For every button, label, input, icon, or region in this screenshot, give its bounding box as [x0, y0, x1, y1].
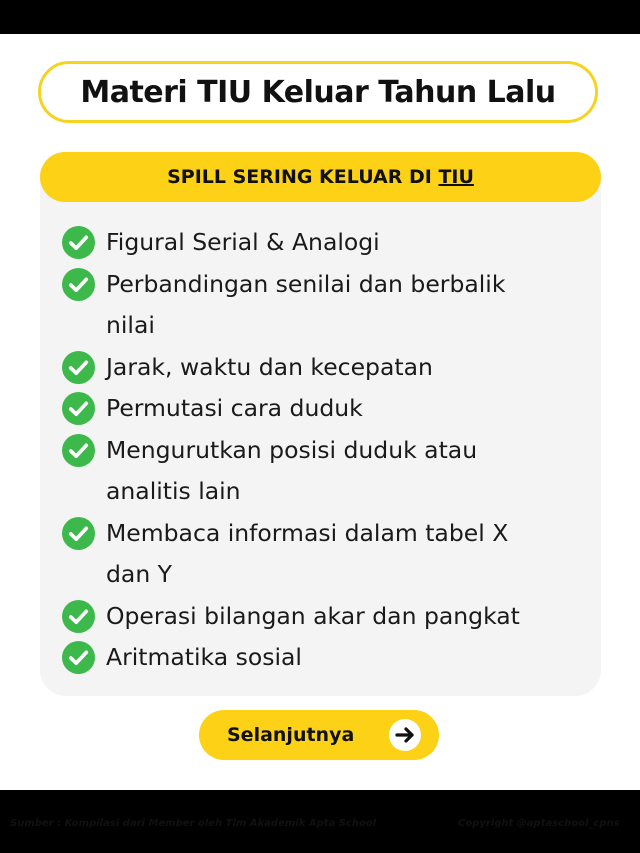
topic-label: Operasi bilangan akar dan pangkat [106, 601, 520, 630]
next-button-label: Selanjutnya [227, 724, 355, 746]
topic-label: Aritmatika sosial [106, 643, 302, 671]
topic-label: Perbandingan senilai dan berbalik [106, 269, 506, 298]
topic-label: Mengurutkan posisi duduk atau [106, 435, 478, 464]
topic-label: dan Y [106, 560, 173, 588]
check-circle-icon [62, 351, 95, 384]
copyright-note: Copyright @aptaschool_cpns [458, 818, 620, 829]
topic-label: Permutasi cara duduk [106, 394, 363, 422]
topic-card [40, 152, 601, 696]
slide-canvas [0, 34, 640, 829]
check-circle-icon [62, 268, 95, 301]
card-header-prefix: SPILL SERING KELUAR DI [167, 166, 439, 188]
topic-label: Figural Serial & Analogi [106, 228, 380, 256]
topic-list-item [62, 222, 582, 264]
topic-list-item [62, 513, 582, 596]
check-circle-icon [62, 600, 95, 633]
check-circle-icon [62, 392, 95, 425]
card-header [40, 152, 601, 202]
check-circle-icon [62, 517, 95, 550]
topic-list-item [62, 596, 582, 638]
topic-label: analitis lain [106, 477, 241, 505]
title-banner [38, 61, 598, 123]
next-button[interactable] [199, 710, 439, 760]
topic-list-item [62, 347, 582, 389]
topic-list-item [62, 264, 582, 347]
topic-label: nilai [106, 311, 155, 339]
topic-label: Membaca informasi dalam tabel X [106, 518, 509, 547]
topic-list [62, 222, 582, 679]
topic-list-item [62, 430, 582, 513]
arrow-right-icon [389, 719, 421, 751]
topic-list-item [62, 388, 582, 430]
card-header-text [167, 166, 474, 188]
topic-list-item [62, 637, 582, 679]
check-circle-icon [62, 226, 95, 259]
source-note: Sumber : Kompilasi dari Member oleh Tim Akademik Apta School [10, 818, 377, 829]
check-circle-icon [62, 641, 95, 674]
card-header-emphasis: TIU [438, 166, 474, 188]
topic-label: Jarak, waktu dan kecepatan [106, 352, 433, 381]
page-title: Materi TIU Keluar Tahun Lalu [80, 74, 556, 110]
check-circle-icon [62, 434, 95, 467]
